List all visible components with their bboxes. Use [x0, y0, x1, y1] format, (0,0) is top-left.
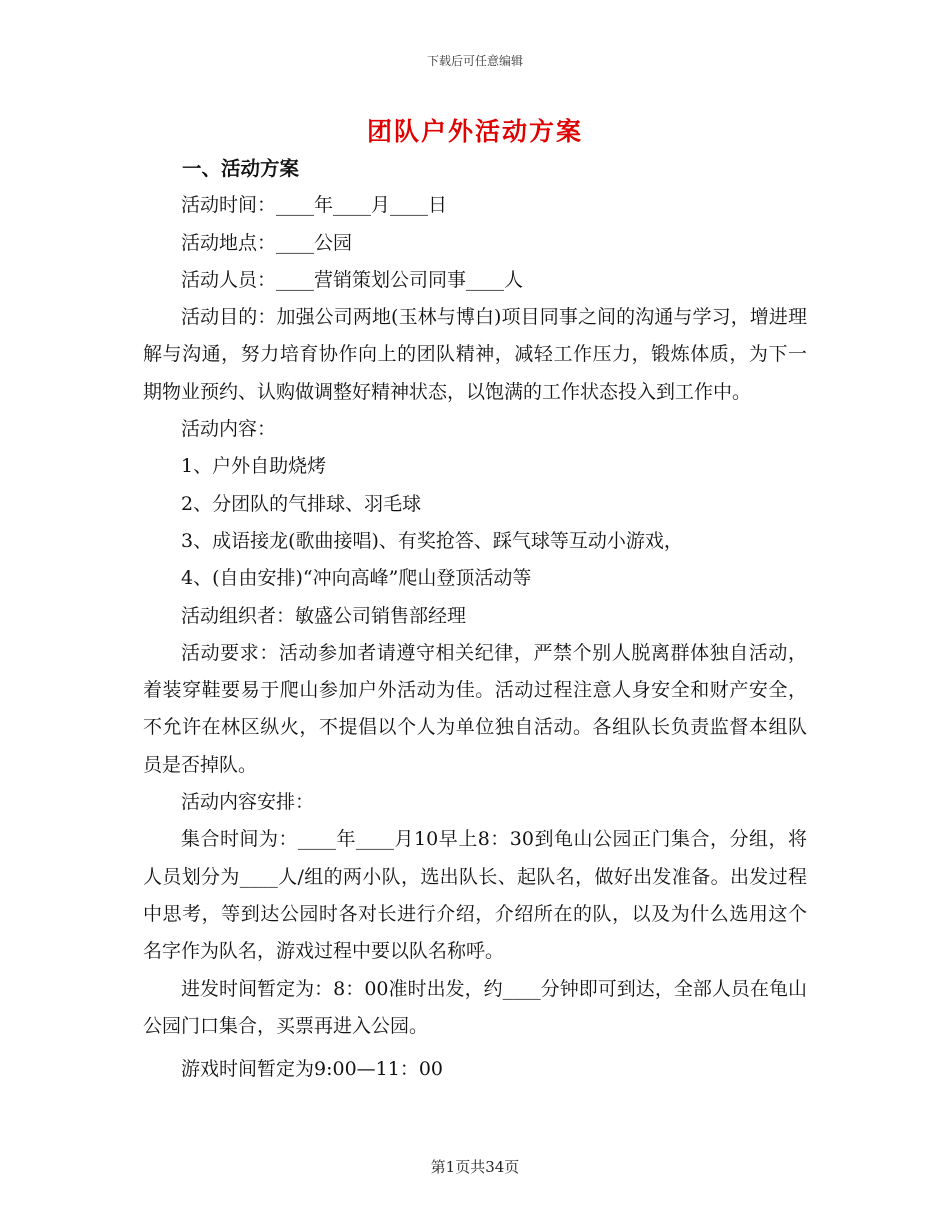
paragraph-activity-content-label: 活动内容： — [181, 418, 277, 441]
paragraph-activity-purpose: 活动目的：加强公司两地(玉林与博白)项目同事之间的沟通与学习，增进理解与沟通，努力培育协作向上的团队精神，减轻工作压力，锻炼体质，为下一期物业预约、认购做调整好精神状态，以饱满的工作状态投入到工作中。 — [143, 306, 807, 403]
paragraph-activity-participants: 活动人员：____营销策划公司同事____人 — [181, 268, 524, 291]
list-item-2: 2、分团队的气排球、羽毛球 — [181, 492, 422, 515]
paragraph-schedule-label: 活动内容安排： — [181, 791, 315, 814]
paragraph-requirements: 活动要求：活动参加者请遵守相关纪律，严禁个别人脱离群体独自活动，着装穿鞋要易于爬山参加户外活动为佳。活动过程注意人身安全和财产安全，不允许在林区纵火，不提倡以个人为单位独自活动。各组队长负责监督本组队员是否掉队。 — [143, 641, 807, 776]
paragraph-activity-time: 活动时间：____年____月____日 — [181, 194, 448, 217]
list-item-1: 1、户外自助烧烤 — [181, 455, 327, 478]
paragraph-gathering-time: 集合时间为：____年____月10早上8：30到龟山公园正门集合，分组，将人员划分为____人/组的两小队，选出队长、起队名，做好出发准备。出发过程中思考，等到达公园时各对长进行介绍，介绍所在的队，以及为什么选用这个名字作为队名，游戏过程中要以队名称呼。 — [143, 828, 807, 963]
header-note: 下载后可任意编辑 — [426, 54, 523, 68]
paragraph-game-time: 游戏时间暂定为9:00—11：00 — [181, 1058, 444, 1081]
page-footer: 第1页共34页 — [430, 1158, 520, 1176]
paragraph-departure-time: 进发时间暂定为：8：00准时出发，约____分钟即可到达，全部人员在龟山公园门口集合，买票再进入公园。 — [143, 977, 807, 1037]
list-item-3: 3、成语接龙(歌曲接唱)、有奖抢答、踩气球等互动小游戏， — [181, 529, 683, 552]
paragraph-activity-location: 活动地点：____公园 — [181, 231, 353, 254]
document-title: 团队户外活动方案 — [366, 117, 583, 146]
list-item-4: 4、(自由安排)“冲向高峰”爬山登顶活动等 — [181, 567, 532, 590]
paragraph-organizer: 活动组织者：敏盛公司销售部经理 — [181, 604, 467, 627]
section-heading: 一、活动方案 — [182, 157, 300, 180]
document-body — [143, 150, 807, 1088]
